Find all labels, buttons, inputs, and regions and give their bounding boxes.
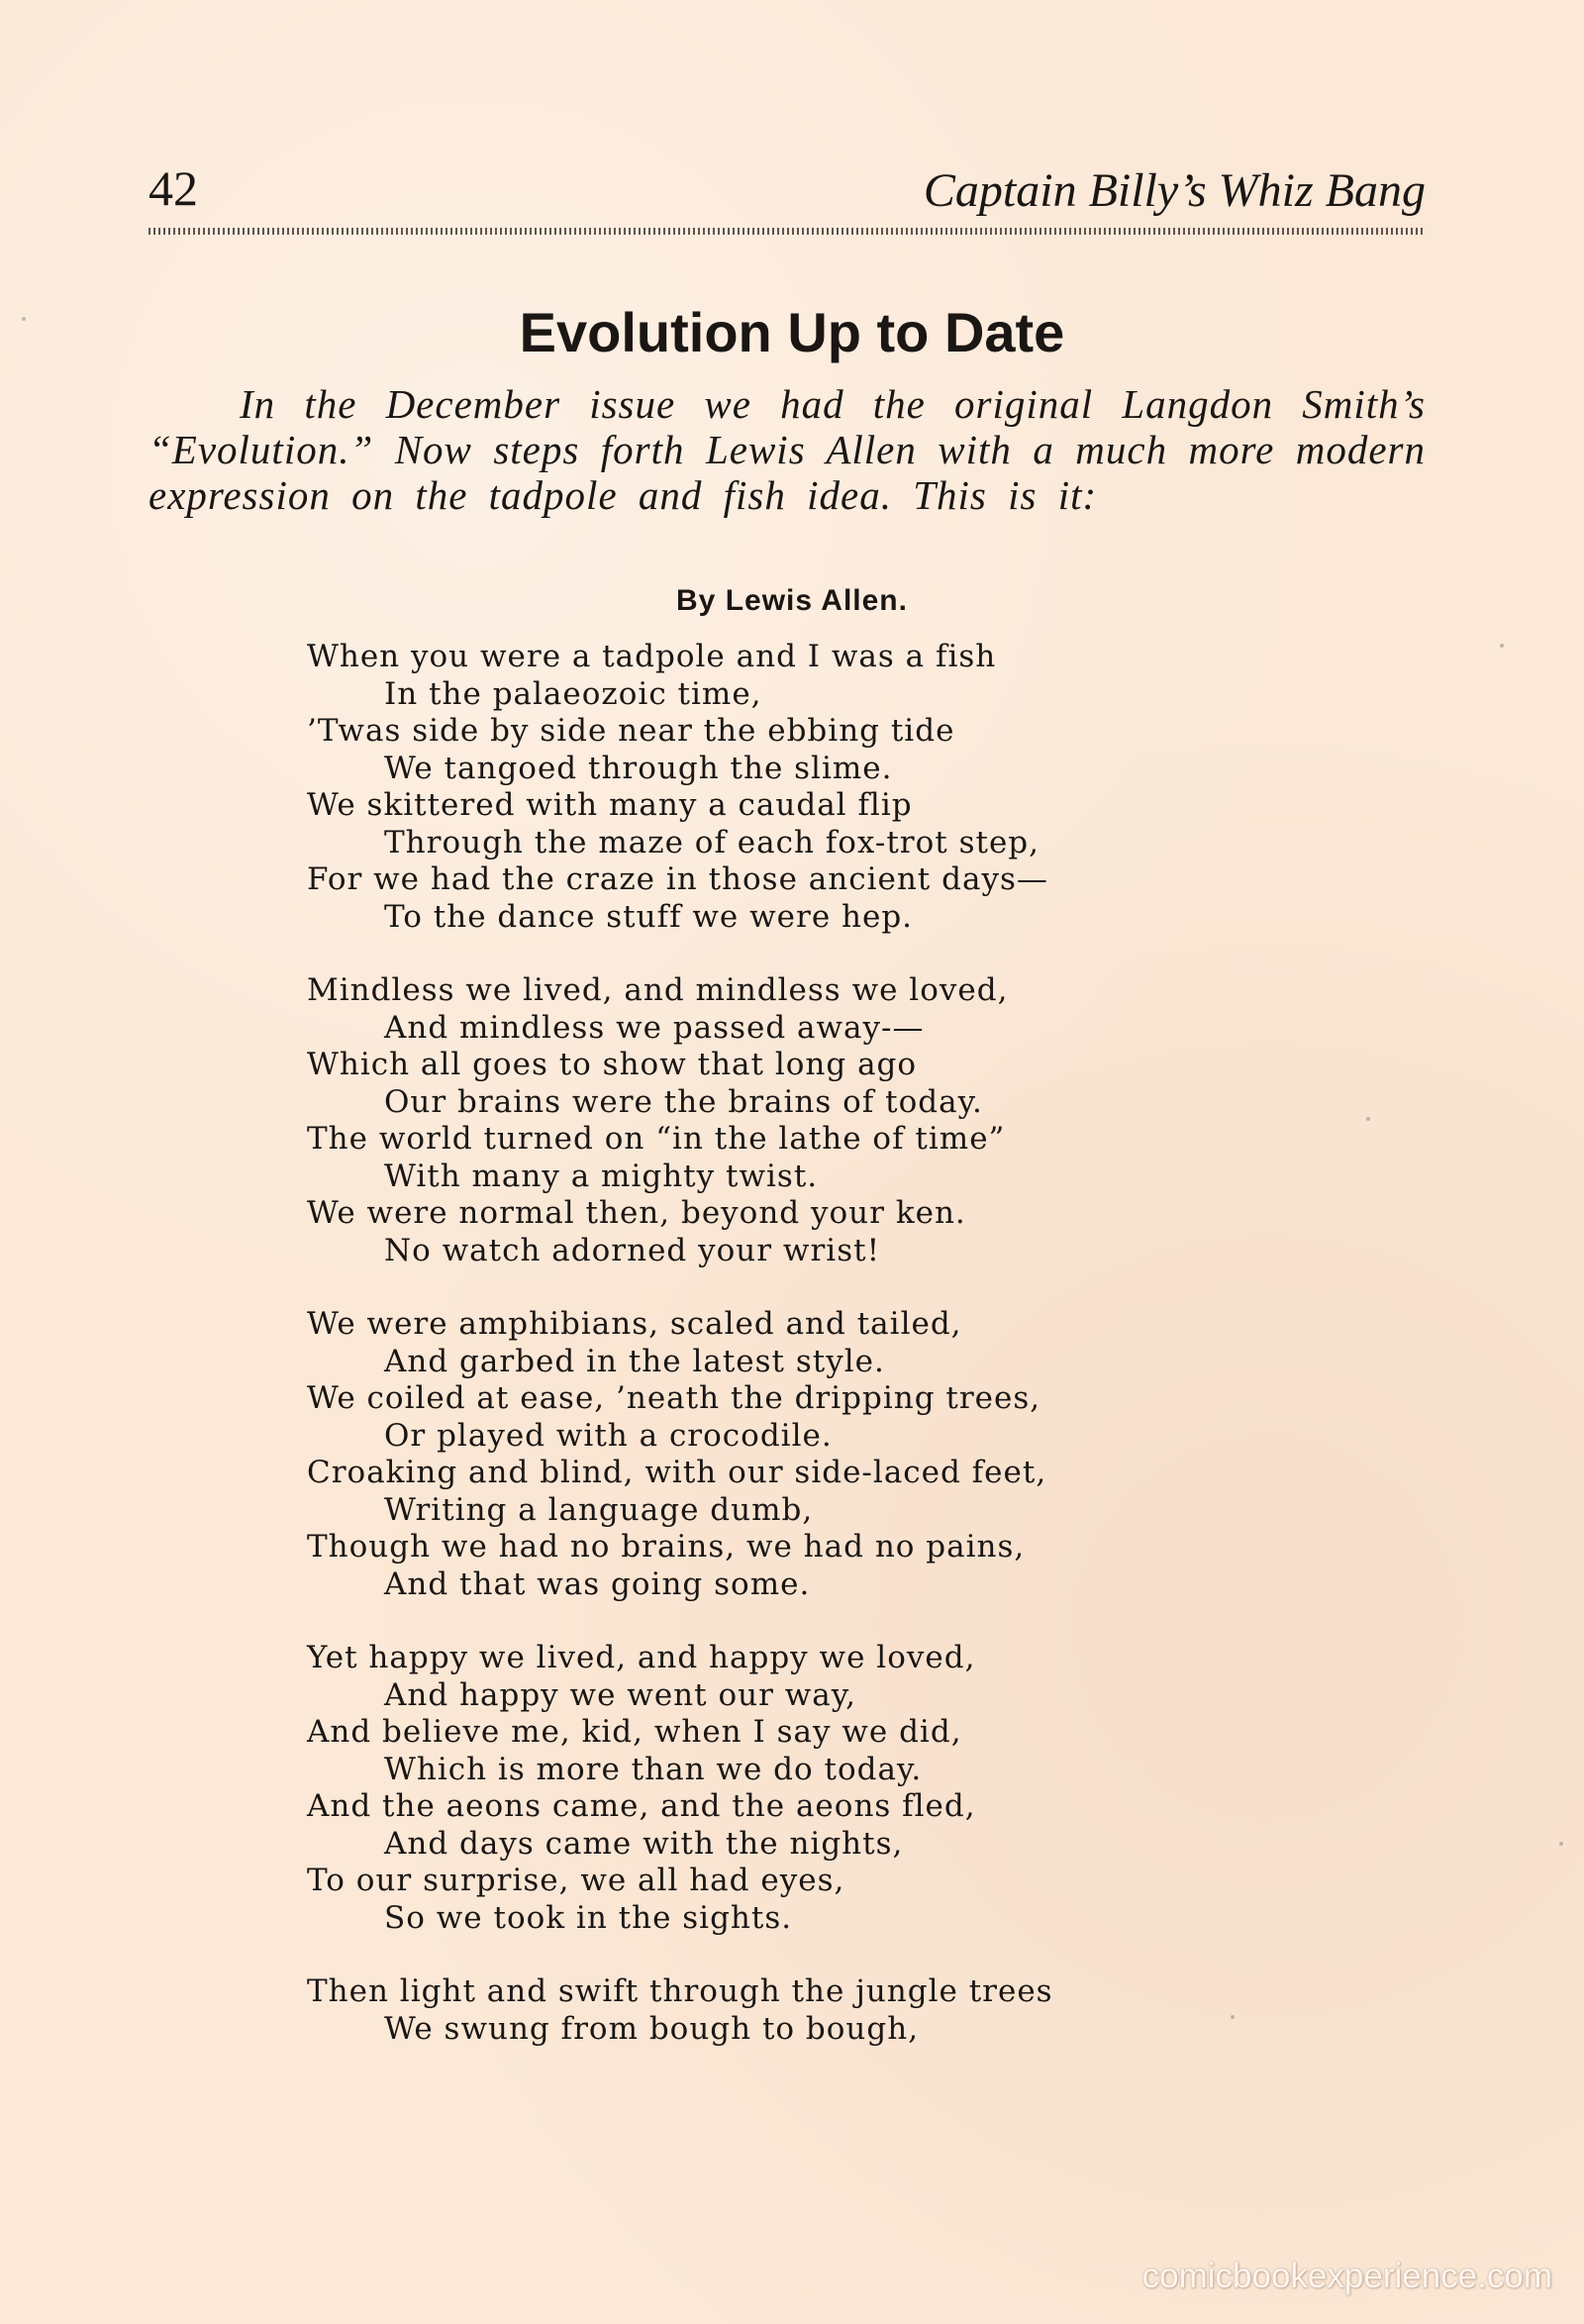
poem-line: Our brains were the brains of today. bbox=[384, 1083, 983, 1120]
poem-stanza-2 bbox=[307, 972, 1297, 1269]
poem-line: The world turned on “in the lathe of time” bbox=[307, 1121, 1006, 1157]
poem-line: Through the maze of each fox-trot step, bbox=[384, 824, 1040, 860]
poem-line: Which all goes to show that long ago bbox=[307, 1047, 918, 1082]
watermark-text: comicbookexperience.com bbox=[1141, 2257, 1552, 2295]
poem-line: We coiled at ease, ’neath the dripping trees, bbox=[307, 1380, 1041, 1416]
header-rule bbox=[148, 228, 1426, 235]
poem-line: Or played with a crocodile. bbox=[384, 1417, 833, 1454]
poem-line: And days came with the nights, bbox=[384, 1825, 904, 1862]
poem-stanza-5 bbox=[307, 1973, 1297, 2048]
poem-line: To our surprise, we all had eyes, bbox=[307, 1863, 845, 1898]
poem-line: For we had the craze in those ancient days— bbox=[307, 861, 1048, 897]
poem-line: And believe me, kid, when I say we did, bbox=[307, 1714, 962, 1750]
poem bbox=[307, 639, 1297, 2084]
poem-line: And happy we went our way, bbox=[384, 1676, 857, 1713]
poem-line: Which is more than we do today. bbox=[384, 1751, 923, 1787]
poem-line: No watch adorned your wrist! bbox=[384, 1232, 881, 1268]
poem-line: Croaking and blind, with our side-laced feet, bbox=[307, 1455, 1047, 1490]
poem-line: Then light and swift through the jungle trees bbox=[307, 1973, 1053, 2009]
article-intro: In the December issue we had the original Langdon Smith’s “Evolution.” Now steps forth Lewis Allen with a much more modern expression on the tadpole and fish idea. This is it: bbox=[148, 381, 1426, 518]
poem-line: To the dance stuff we were hep. bbox=[384, 898, 914, 935]
poem-line: We swung from bough to bough, bbox=[384, 2010, 920, 2047]
poem-line: With many a mighty twist. bbox=[384, 1158, 819, 1194]
running-title: Captain Billy’s Whiz Bang bbox=[923, 164, 1426, 217]
poem-line: And mindless we passed away-— bbox=[384, 1009, 925, 1046]
page-number: 42 bbox=[148, 160, 198, 216]
poem-line: And garbed in the latest style. bbox=[384, 1343, 885, 1379]
poem-line: ’Twas side by side near the ebbing tide bbox=[307, 713, 955, 749]
poem-line: We were normal then, beyond your ken. bbox=[307, 1195, 966, 1231]
article-title: Evolution Up to Date bbox=[519, 301, 1065, 363]
poem-stanza-4 bbox=[307, 1640, 1297, 1937]
poem-line: And that was going some. bbox=[384, 1566, 811, 1602]
poem-line: Writing a language dumb, bbox=[384, 1491, 814, 1528]
poem-line: We were amphibians, scaled and tailed, bbox=[307, 1306, 962, 1342]
paper-speck bbox=[22, 317, 26, 321]
paper-speck bbox=[1559, 1842, 1563, 1846]
poem-line: In the palaeozoic time, bbox=[384, 675, 762, 712]
paper-speck bbox=[1231, 2015, 1235, 2019]
poem-stanza-1 bbox=[307, 639, 1297, 936]
poem-line: We tangoed through the slime. bbox=[384, 750, 893, 786]
poem-line: We skittered with many a caudal flip bbox=[307, 787, 913, 823]
poem-line: Yet happy we lived, and happy we loved, bbox=[307, 1640, 976, 1675]
page-header bbox=[148, 160, 1426, 223]
paper-speck bbox=[1366, 1117, 1370, 1121]
poem-line: Though we had no brains, we had no pains, bbox=[307, 1529, 1026, 1565]
poem-line: Mindless we lived, and mindless we loved, bbox=[307, 972, 1009, 1008]
paper-speck bbox=[1500, 644, 1504, 648]
poem-line: When you were a tadpole and I was a fish bbox=[307, 639, 997, 674]
poem-stanza-3 bbox=[307, 1306, 1297, 1603]
article-byline: By Lewis Allen. bbox=[676, 584, 908, 617]
poem-line: And the aeons came, and the aeons fled, bbox=[307, 1788, 976, 1824]
poem-line: So we took in the sights. bbox=[384, 1899, 793, 1936]
